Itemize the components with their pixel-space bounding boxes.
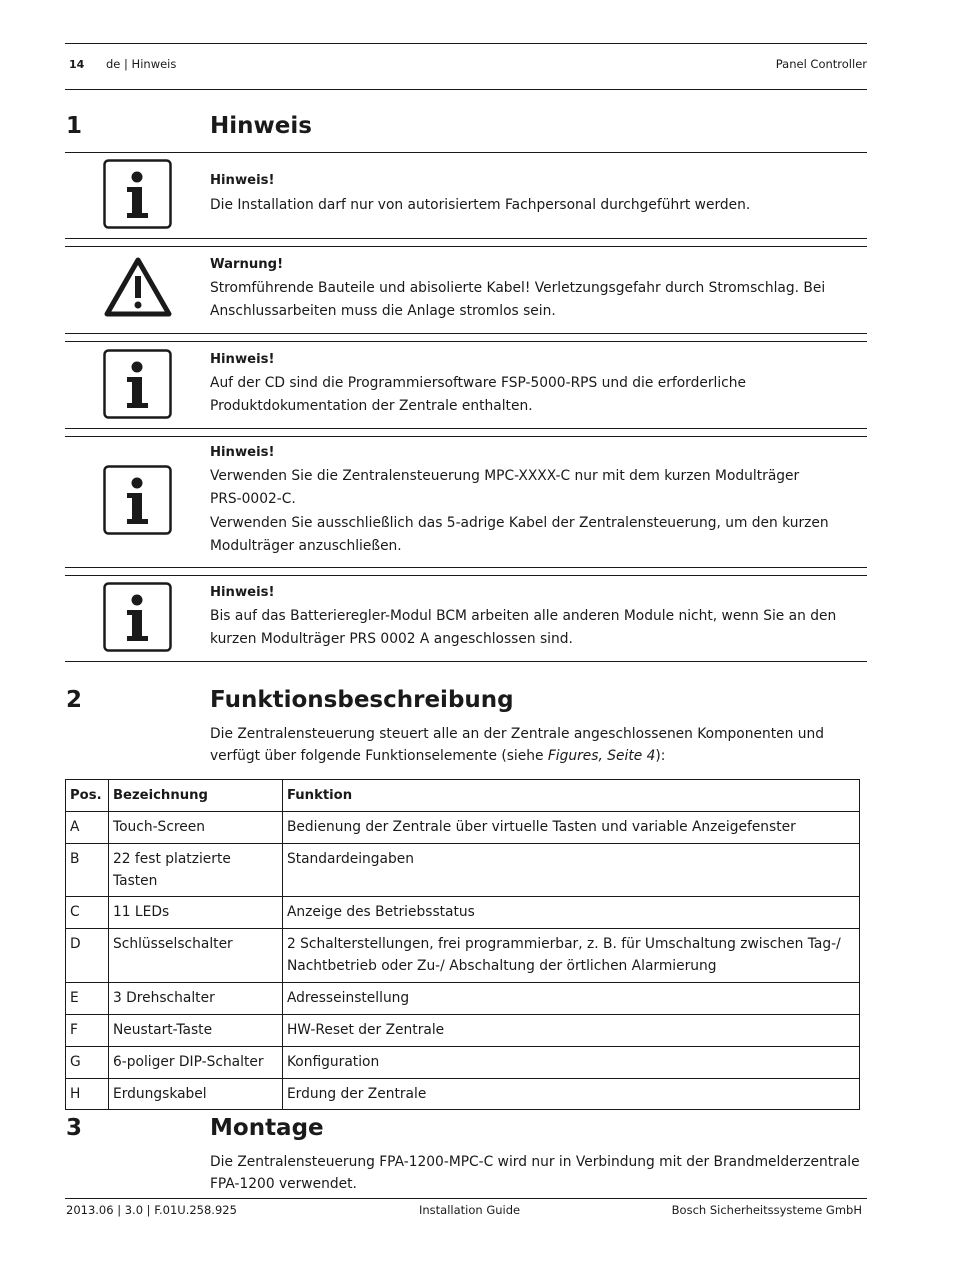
col-header-funktion: Funktion <box>282 780 859 812</box>
notice-3-title: Hinweis! <box>210 352 275 367</box>
notice-1-line-1: Die Installation darf nur von autorisiertem Fachpersonal durchgeführt werden. <box>210 197 751 213</box>
figures-reference-link[interactable]: Figures, Seite 4 <box>547 748 656 764</box>
cell-bezeichnung: Touch-Screen <box>108 812 282 844</box>
footer-doc-id: 2013.06 | 3.0 | F.01U.258.925 <box>66 1203 237 1217</box>
section-1-rule <box>65 152 867 153</box>
cell-pos: E <box>66 983 109 1015</box>
cell-funktion: Erdung der Zentrale <box>282 1079 859 1110</box>
notice-2-line-1: Stromführende Bauteile und abisolierte Kabel! Verletzungsgefahr durch Stromschlag. Bei <box>210 280 826 296</box>
header-top-rule <box>65 43 867 44</box>
section-2-title: Funktionsbeschreibung <box>210 687 514 713</box>
cell-bezeichnung: Erdungskabel <box>108 1079 282 1110</box>
notice-4-line-2: PRS-0002-C. <box>210 491 296 507</box>
notice-3-line-1: Auf der CD sind die Programmiersoftware FSP-5000-RPS und die erforderliche <box>210 375 747 391</box>
footer-rule <box>65 1198 867 1199</box>
intro-suffix: ): <box>655 748 666 764</box>
info-icon <box>103 349 172 419</box>
function-table <box>65 779 860 1110</box>
table-row <box>66 1079 860 1110</box>
cell-bezeichnung: 11 LEDs <box>108 897 282 929</box>
header-bottom-rule <box>65 89 867 90</box>
cell-pos: B <box>66 844 109 897</box>
cell-bezeichnung: Schlüsselschalter <box>108 929 282 983</box>
page-number: 14 <box>69 58 85 71</box>
cell-bezeichnung: 22 fest platzierte Tasten <box>108 844 282 897</box>
section-1-number: 1 <box>66 113 83 139</box>
info-icon <box>103 465 172 535</box>
notice-4-title: Hinweis! <box>210 445 275 460</box>
cell-pos: H <box>66 1079 109 1110</box>
info-icon <box>103 582 172 652</box>
section-2-number: 2 <box>66 687 83 713</box>
notice-3-rule-b <box>65 436 867 437</box>
table-header-row <box>66 780 860 812</box>
notice-3-rule-a <box>65 428 867 429</box>
warning-icon <box>103 256 173 318</box>
cell-funktion: Standardeingaben <box>282 844 859 897</box>
notice-2-line-2: Anschlussarbeiten muss die Anlage stromlos sein. <box>210 303 556 319</box>
notice-3-line-2: Produktdokumentation der Zentrale enthalten. <box>210 398 533 414</box>
header-doc-title: Panel Controller <box>775 57 867 71</box>
notice-2-rule-a <box>65 333 867 334</box>
cell-pos: A <box>66 812 109 844</box>
cell-funktion: Bedienung der Zentrale über virtuelle Tasten und variable Anzeigefenster <box>282 812 859 844</box>
notice-2-rule-b <box>65 341 867 342</box>
cell-pos: D <box>66 929 109 983</box>
section-3-line-1: Die Zentralensteuerung FPA-1200-MPC-C wird nur in Verbindung mit der Brandmelderzentrale <box>210 1154 860 1170</box>
section-3-title: Montage <box>210 1115 324 1141</box>
col-header-pos: Pos. <box>66 780 109 812</box>
notice-4-line-3: Verwenden Sie ausschließlich das 5-adrige Kabel der Zentralensteuerung, um den kurzen <box>210 515 829 531</box>
section-3-line-2: FPA-1200 verwendet. <box>210 1176 357 1192</box>
cell-bezeichnung: 3 Drehschalter <box>108 983 282 1015</box>
table-row <box>66 897 860 929</box>
footer-company: Bosch Sicherheitssysteme GmbH <box>671 1203 862 1217</box>
notice-4-rule-a <box>65 567 867 568</box>
table-row <box>66 844 860 897</box>
cell-bezeichnung: Neustart-Taste <box>108 1015 282 1047</box>
notice-5-line-2: kurzen Modulträger PRS 0002 A angeschlossen sind. <box>210 631 573 647</box>
cell-pos: F <box>66 1015 109 1047</box>
header-section-ref: de | Hinweis <box>106 57 177 71</box>
notice-4-line-1: Verwenden Sie die Zentralensteuerung MPC-XXXX-C nur mit dem kurzen Modulträger <box>210 468 800 484</box>
intro-prefix: verfügt über folgende Funktionselemente (siehe <box>210 748 548 764</box>
notice-5-rule <box>65 661 867 662</box>
info-icon <box>103 159 172 229</box>
section-3-number: 3 <box>66 1115 83 1141</box>
cell-pos: G <box>66 1047 109 1079</box>
section-1-title: Hinweis <box>210 113 312 139</box>
notice-5-line-1: Bis auf das Batterieregler-Modul BCM arbeiten alle anderen Module nicht, wenn Sie an den <box>210 608 837 624</box>
notice-2-title: Warnung! <box>210 257 284 272</box>
notice-5-title: Hinweis! <box>210 585 275 600</box>
cell-pos: C <box>66 897 109 929</box>
cell-bezeichnung: 6-poliger DIP-Schalter <box>108 1047 282 1079</box>
cell-funktion: Adresseinstellung <box>282 983 859 1015</box>
notice-1-rule-b <box>65 246 867 247</box>
cell-funktion: 2 Schalterstellungen, frei programmierbar, z. B. für Umschaltung zwischen Tag-/ Nachtbetrieb oder Zu-/ Abschaltung der örtlichen Alarmierung <box>282 929 859 983</box>
notice-1-title: Hinweis! <box>210 173 275 188</box>
cell-funktion: HW-Reset der Zentrale <box>282 1015 859 1047</box>
section-2-intro-line-2 <box>210 748 665 764</box>
notice-4-line-4: Modulträger anzuschließen. <box>210 538 402 554</box>
notice-4-rule-b <box>65 575 867 576</box>
section-2-intro-line-1: Die Zentralensteuerung steuert alle an der Zentrale angeschlossenen Komponenten und <box>210 726 824 742</box>
cell-funktion: Konfiguration <box>282 1047 859 1079</box>
cell-funktion: Anzeige des Betriebsstatus <box>282 897 859 929</box>
table-row <box>66 983 860 1015</box>
table-row <box>66 812 860 844</box>
table-row <box>66 1015 860 1047</box>
table-row <box>66 929 860 983</box>
notice-1-rule-a <box>65 238 867 239</box>
footer-doc-type: Installation Guide <box>419 1203 521 1217</box>
col-header-bezeichnung: Bezeichnung <box>108 780 282 812</box>
table-row <box>66 1047 860 1079</box>
